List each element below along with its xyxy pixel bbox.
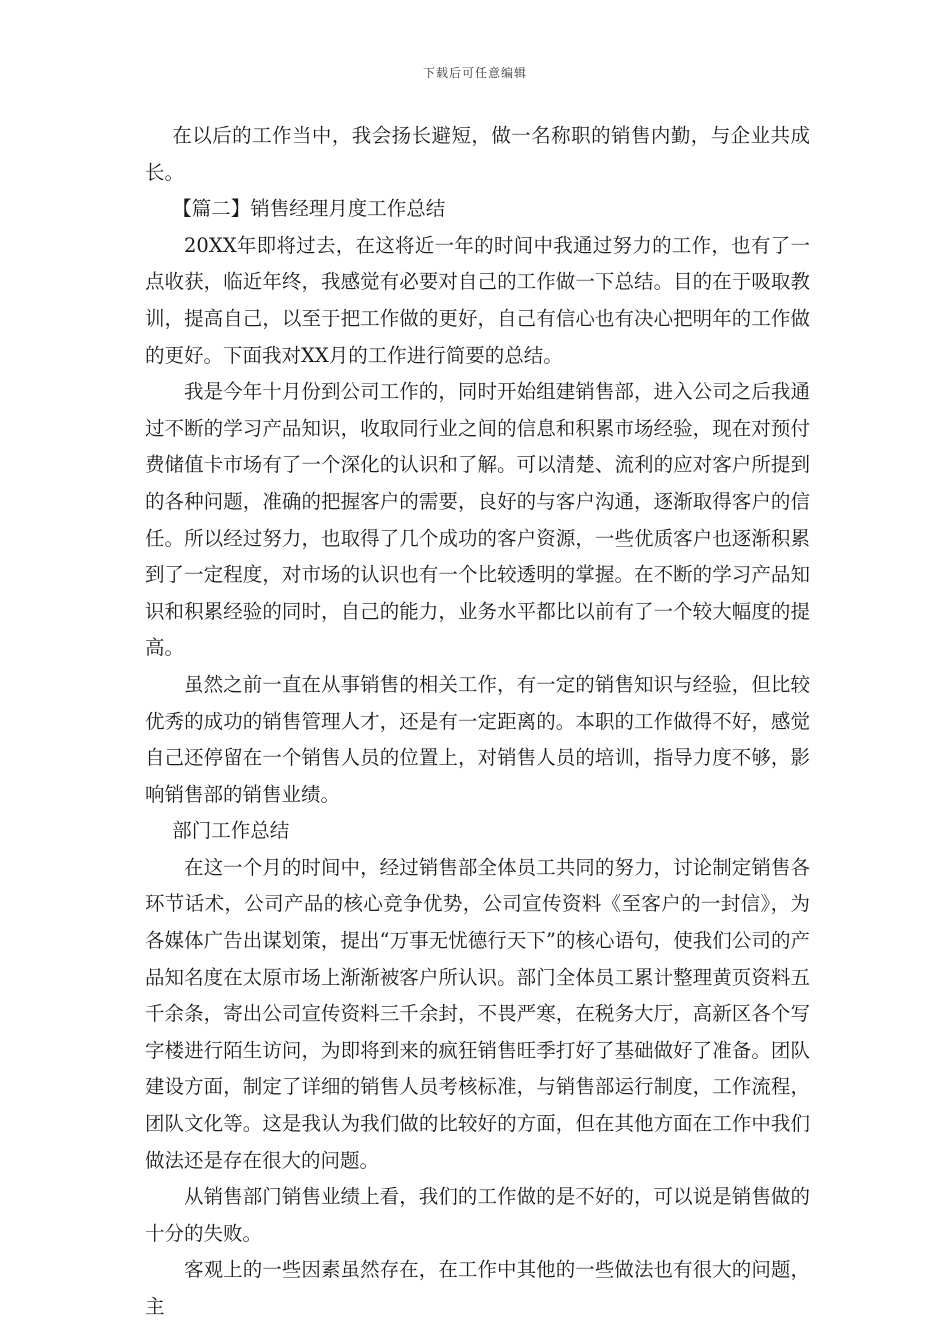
paragraph-department-work: 在这一个月的时间中，经过销售部全体员工共同的努力，讨论制定销售各环节话术，公司产品的核心竞争优势，公司宣传资料《至客户的一封信》，为各媒体广告出谋划策，提出“万事无忧德行天下”的核心语句，使我们公司的产品知名度在太原市场上渐渐被客户所认识。部门全体员工累计整理黄页资料五千余条，寄出公司宣传资料三千余封，不畏严寒，在税务大厅，高新区各个写字楼进行陌生访问，为即将到来的疯狂销售旺季打好了基础做好了准备。团队建设方面，制定了详细的销售人员考核标准，与销售部运行制度，工作流程，团队文化等。这是我认为我们做的比较好的方面，但在其他方面在工作中我们做法还是存在很大的问题。: [145, 855, 810, 1172]
document-body: [145, 118, 810, 1326]
paragraph-closing: 在以后的工作当中，我会扬长避短，做一名称职的销售内勤，与企业共成长。: [145, 124, 810, 184]
paragraph-intro: 20XX年即将过去，在这将近一年的时间中我通过努力的工作，也有了一点收获，临近年终，我感觉有必要对自己的工作做一下总结。目的在于吸取教训，提高自己，以至于把工作做的更好，自己有信心也有决心把明年的工作做的更好。下面我对XX月的工作进行简要的总结。: [145, 233, 810, 367]
paragraph-sales-performance: 从销售部门销售业绩上看，我们的工作做的是不好的，可以说是销售做的十分的失败。: [145, 1185, 810, 1245]
subheading-department-summary: 部门工作总结: [172, 819, 290, 843]
paragraph-objective-factors: 客观上的一些因素虽然存在，在工作中其他的一些做法也有很大的问题，主: [145, 1258, 810, 1318]
paragraph-personal-work: 我是今年十月份到公司工作的，同时开始组建销售部，进入公司之后我通过不断的学习产品知识，收取同行业之间的信息和积累市场经验，现在对预付费储值卡市场有了一个深化的认识和了解。可以清楚、流利的应对客户所提到的各种问题，准确的把握客户的需要，良好的与客户沟通，逐渐取得客户的信任。所以经过努力，也取得了几个成功的客户资源，一些优质客户也逐渐积累到了一定程度，对市场的认识也有一个比较透明的掌握。在不断的学习产品知识和积累经验的同时，自己的能力，业务水平都比以前有了一个较大幅度的提高。: [145, 380, 810, 660]
section-heading-part-two: 【篇二】销售经理月度工作总结: [172, 197, 446, 221]
paragraph-shortcomings: 虽然之前一直在从事销售的相关工作，有一定的销售知识与经验，但比较优秀的成功的销售管理人才，还是有一定距离的。本职的工作做得不好，感觉自己还停留在一个销售人员的位置上，对销售人员的培训，指导力度不够，影响销售部的销售业绩。: [145, 672, 810, 806]
page-header-note: 下载后可任意编辑: [422, 66, 527, 80]
